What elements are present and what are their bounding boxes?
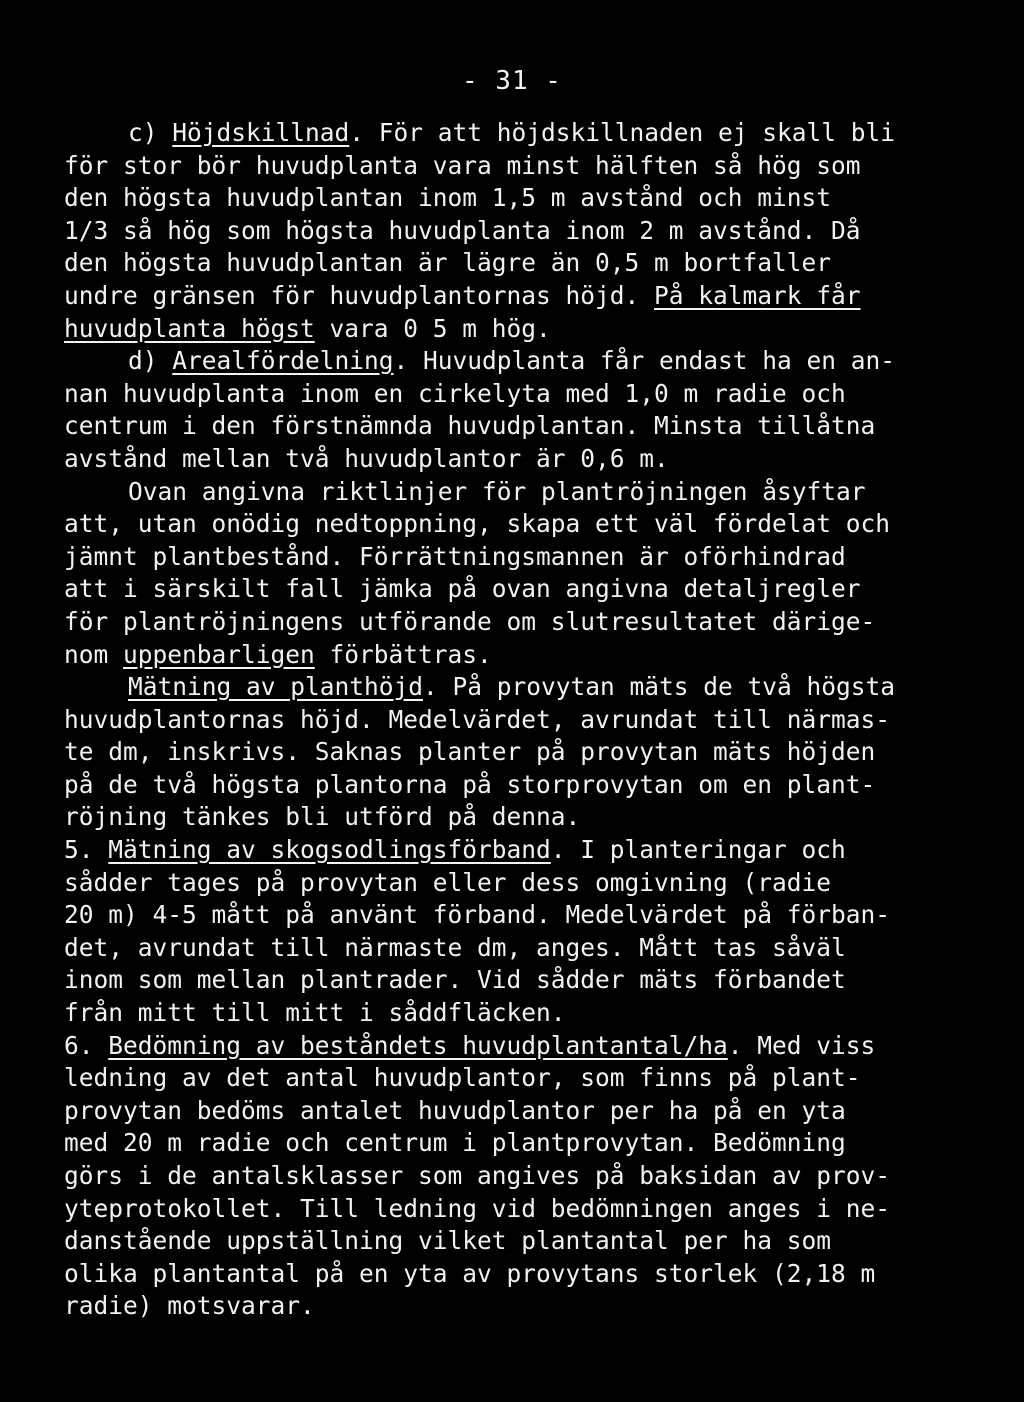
text-line bbox=[64, 541, 1004, 574]
text-line bbox=[64, 410, 1004, 443]
text-line bbox=[64, 1225, 1004, 1258]
text-line bbox=[64, 150, 1004, 183]
body-text bbox=[64, 117, 1004, 1323]
underlined-heading: Höjdskillnad bbox=[172, 118, 350, 147]
text-line bbox=[64, 1290, 1004, 1323]
text-line bbox=[64, 247, 1004, 280]
line-text: för plantröjningens utförande om slutresultatet därige- bbox=[64, 606, 876, 636]
text-line bbox=[64, 1193, 1004, 1226]
line-text: den högsta huvudplantan är lägre än 0,5 m bortfaller bbox=[64, 248, 832, 278]
line-text: jämnt plantbestånd. Förrättningsmannen är oförhindrad bbox=[64, 541, 846, 571]
line-text: inom som mellan plantrader. Vid sådder mäts förbandet bbox=[64, 965, 846, 995]
line-text: vara 0 5 m hög. bbox=[314, 313, 551, 343]
underlined-heading: På kalmark får bbox=[654, 280, 861, 310]
text-line bbox=[64, 1258, 1004, 1291]
line-text: huvudplantornas höjd. Medelvärdet, avrundat till närmas- bbox=[64, 704, 891, 734]
text-line bbox=[64, 508, 1004, 541]
line-text: d) bbox=[128, 346, 173, 376]
line-text: det, avrundat till närmaste dm, anges. Mått tas såväl bbox=[64, 932, 846, 962]
line-text: förbättras. bbox=[314, 639, 492, 669]
text-line bbox=[64, 704, 1004, 737]
line-text: att i särskilt fall jämka på ovan angivna detaljregler bbox=[64, 574, 861, 604]
line-text: 5. bbox=[64, 835, 109, 865]
text-line bbox=[64, 997, 1004, 1030]
line-text: görs i de antalsklasser som angives på baksidan av prov- bbox=[64, 1161, 891, 1190]
text-line bbox=[64, 182, 1004, 215]
line-text: yteprotokollet. Till ledning vid bedömningen anges i ne- bbox=[64, 1193, 891, 1223]
text-line bbox=[64, 606, 1004, 639]
underlined-heading: huvudplanta högst bbox=[64, 313, 315, 343]
line-text: . Huvudplanta får endast ha en an- bbox=[393, 346, 896, 376]
page-number: - 31 - bbox=[462, 66, 562, 96]
underlined-heading: Mätning av planthöjd bbox=[128, 672, 424, 702]
line-text: den högsta huvudplantan inom 1,5 m avstånd och minst bbox=[64, 183, 832, 213]
line-text: nom bbox=[64, 639, 124, 669]
line-text: 20 m) 4-5 mått på använt förband. Medelvärdet på förban- bbox=[64, 900, 891, 930]
line-text: danstående uppställning vilket plantantal per ha som bbox=[64, 1226, 832, 1256]
line-text: radie) motsvarar. bbox=[64, 1291, 315, 1321]
text-line bbox=[64, 215, 1004, 248]
text-line bbox=[64, 834, 1004, 867]
line-text: avstånd mellan två huvudplantor är 0,6 m. bbox=[64, 443, 669, 473]
line-text: olika plantantal på en yta av provytans storlek (2,18 m bbox=[64, 1258, 876, 1288]
underlined-heading: Mätning av skogsodlingsförband bbox=[108, 835, 551, 865]
text-line bbox=[64, 964, 1004, 997]
line-text: på de två högsta plantorna på storprovytan om en plant- bbox=[64, 769, 876, 799]
text-line bbox=[64, 1030, 1004, 1063]
text-line bbox=[64, 280, 1004, 313]
line-text: 6. bbox=[64, 1030, 109, 1060]
text-line bbox=[64, 801, 1004, 834]
text-line bbox=[64, 1095, 1004, 1128]
line-text: med 20 m radie och centrum i plantprovytan. Bedömning bbox=[64, 1128, 846, 1158]
line-text: provytan bedöms antalet huvudplantor per ha på en yta bbox=[64, 1095, 846, 1125]
line-text: sådder tages på provytan eller dess omgivning (radie bbox=[64, 867, 832, 897]
line-text: nan huvudplanta inom en cirkelyta med 1,0 m radie och bbox=[64, 378, 846, 408]
line-text: undre gränsen för huvudplantornas höjd. bbox=[64, 280, 655, 310]
underlined-heading: Bedömning av beståndets huvudplantantal/ha bbox=[108, 1030, 728, 1060]
text-line bbox=[64, 769, 1004, 802]
line-text: . På provytan mäts de två högsta bbox=[423, 672, 896, 702]
line-text: röjning tänkes bli utförd på denna. bbox=[64, 802, 581, 832]
line-text: 1/3 så hög som högsta huvudplanta inom 2 m avstånd. Då bbox=[64, 215, 861, 245]
underlined-heading: uppenbarligen bbox=[123, 639, 315, 669]
line-text: att, utan onödig nedtoppning, skapa ett väl fördelat och bbox=[64, 509, 891, 539]
line-text: från mitt till mitt i såddfläcken. bbox=[64, 998, 566, 1028]
text-line bbox=[64, 867, 1004, 900]
text-line bbox=[64, 378, 1004, 411]
text-line bbox=[64, 117, 1004, 150]
line-text: c) bbox=[128, 118, 173, 147]
text-line bbox=[64, 573, 1004, 606]
text-line bbox=[64, 313, 1004, 346]
line-text: för stor bör huvudplanta vara minst hälften så hög som bbox=[64, 150, 861, 180]
text-line bbox=[64, 1062, 1004, 1095]
text-line bbox=[64, 1127, 1004, 1160]
text-line bbox=[64, 476, 1004, 509]
text-line bbox=[64, 1160, 1004, 1193]
line-text: Ovan angivna riktlinjer för plantröjningen åsyftar bbox=[128, 476, 866, 506]
text-line bbox=[64, 671, 1004, 704]
text-line bbox=[64, 736, 1004, 769]
line-text: ledning av det antal huvudplantor, som finns på plant- bbox=[64, 1063, 861, 1093]
text-line bbox=[64, 443, 1004, 476]
line-text: . Med viss bbox=[727, 1030, 876, 1060]
underlined-heading: Arealfördelning bbox=[172, 346, 394, 376]
line-text: . I planteringar och bbox=[550, 835, 846, 865]
text-line bbox=[64, 899, 1004, 932]
line-text: . För att höjdskillnaden ej skall bli bbox=[349, 118, 896, 147]
text-line bbox=[64, 932, 1004, 965]
text-line bbox=[64, 639, 1004, 672]
line-text: centrum i den förstnämnda huvudplantan. Minsta tillåtna bbox=[64, 411, 876, 441]
line-text: te dm, inskrivs. Saknas planter på provytan mäts höjden bbox=[64, 737, 876, 767]
text-line bbox=[64, 345, 1004, 378]
